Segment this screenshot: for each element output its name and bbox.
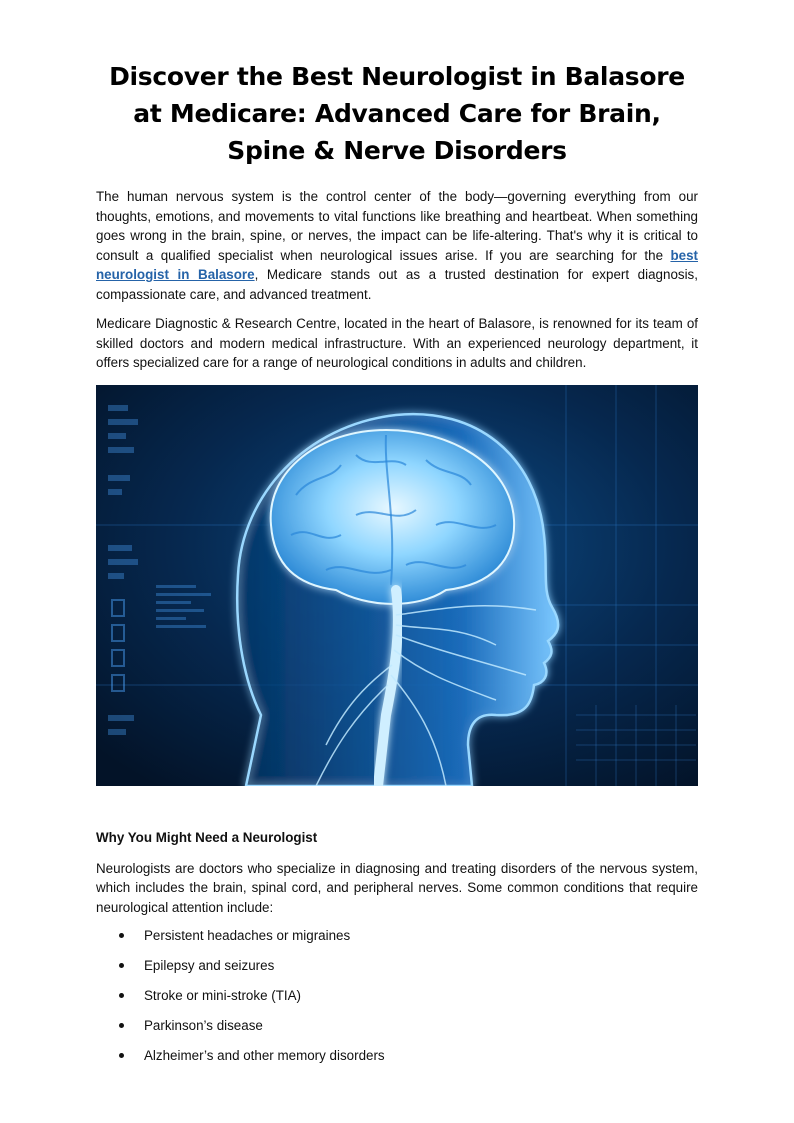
list-item-text: Parkinson’s disease (144, 1018, 263, 1033)
bullet-icon (119, 993, 124, 998)
bullet-icon (119, 1023, 124, 1028)
list-item-text: Stroke or mini-stroke (TIA) (144, 988, 301, 1003)
list-item (96, 956, 698, 975)
intro-text-start: The human nervous system is the control center of the body—governing everything from our thoughts, emotions, and movements to vital functions like breathing and heartbeat. When something goes wrong in the brain, spine, or nerves, the impact can be life-altering. That's why it is critical to consult a qualified specialist when neurological issues arise. If you are searching for the (96, 189, 698, 263)
section-heading: Why You Might Need a Neurologist (96, 829, 318, 845)
list-item (96, 1016, 698, 1035)
intro-text-end: , Medicare stands out as a trusted destination for expert diagnosis, compassionate care, and advanced treatment. (96, 267, 698, 302)
best-neurologist-link[interactable]: best neurologist in Balasore (96, 247, 698, 282)
page-title: Discover the Best Neurologist in Balasore at Medicare: Advanced Care for Brain, Spine & Nerve Disorders (109, 62, 685, 165)
bullet-icon (119, 963, 124, 968)
intro-paragraph (96, 187, 698, 304)
section-intro-paragraph: Neurologists are doctors who specialize in diagnosing and treating disorders of the nervous system, which includes the brain, spinal cord, and peripheral nerves. Some common conditions that require neurological attention include: (96, 860, 698, 915)
document-page (96, 58, 698, 1076)
list-item-text: Epilepsy and seizures (144, 958, 275, 973)
centre-paragraph: Medicare Diagnostic & Research Centre, located in the heart of Balasore, is renowned for its team of skilled doctors and modern medical infrastructure. With an experienced neurology department, it offers specialized care for a range of neurological conditions in adults and children. (96, 316, 698, 370)
bullet-icon (119, 1053, 124, 1058)
bullet-icon (119, 933, 124, 938)
list-item (96, 986, 698, 1005)
list-item (96, 926, 698, 945)
list-item-text: Alzheimer’s and other memory disorders (144, 1048, 385, 1063)
list-item (96, 1046, 698, 1065)
list-item-text: Persistent headaches or migraines (144, 928, 351, 943)
brain-illustration-image (96, 385, 698, 786)
conditions-list (96, 926, 698, 1065)
